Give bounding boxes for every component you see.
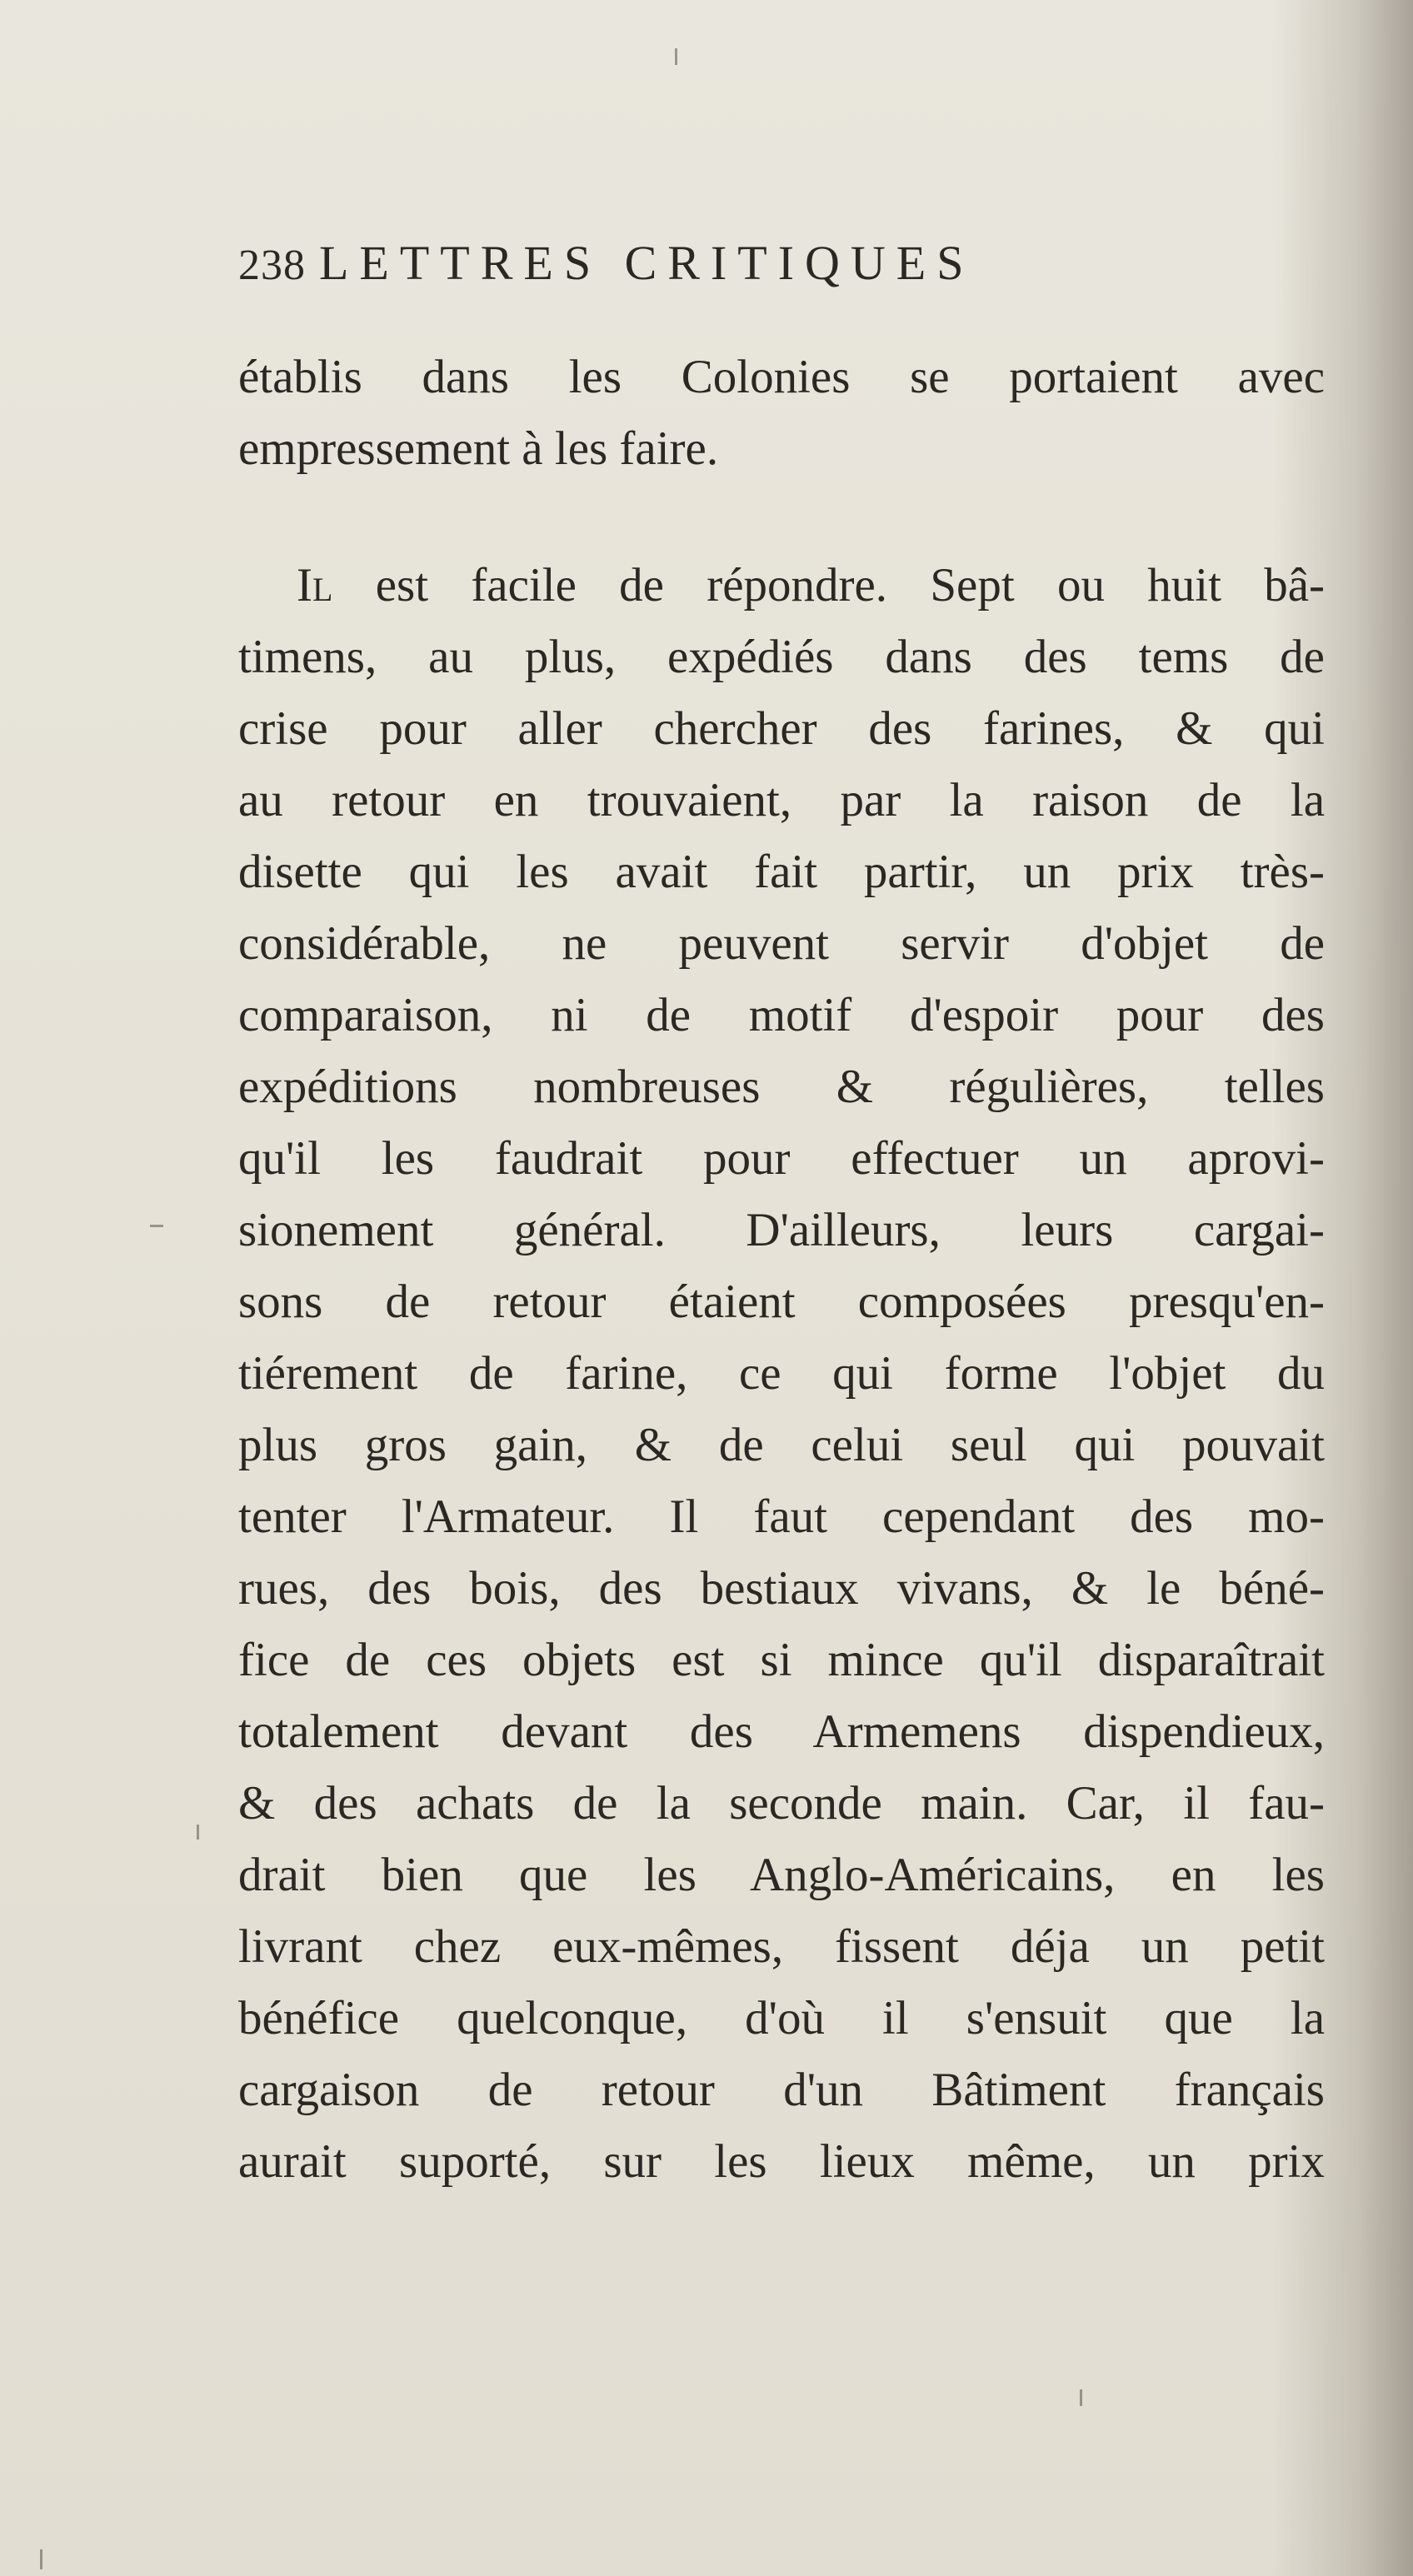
text-line: rues, des bois, des bestiaux vivans, & le béné- bbox=[238, 1562, 1325, 1615]
text-line: au retour en trouvaient, par la raison de la bbox=[238, 774, 1325, 826]
text-line: établis dans les Colonies se portaient avec bbox=[238, 351, 1325, 403]
paragraph-lead-word: Il bbox=[297, 559, 333, 612]
text-line: empressement à les faire. bbox=[238, 422, 719, 475]
text-line: drait bien que les Anglo-Américains, en les bbox=[238, 1849, 1325, 1901]
text-line bbox=[297, 550, 1325, 622]
paper-mark bbox=[197, 1825, 199, 1840]
text-line: disette qui les avait fait partir, un prix très- bbox=[238, 846, 1325, 898]
text-line: timens, au plus, expédiés dans des tems de bbox=[238, 631, 1325, 683]
text-line: bénéfice quelconque, d'où il s'ensuit que la bbox=[238, 1992, 1325, 2044]
text-line: tiérement de farine, ce qui forme l'objet du bbox=[238, 1347, 1325, 1400]
text-line: crise pour aller chercher des farines, & qui bbox=[238, 702, 1325, 755]
running-header bbox=[238, 235, 974, 302]
text-line: plus gros gain, & de celui seul qui pouvait bbox=[238, 1419, 1325, 1471]
page-number: 238 bbox=[238, 242, 306, 289]
text-line: considérable, ne peuvent servir d'objet de bbox=[238, 917, 1325, 970]
paper-mark bbox=[1080, 2389, 1082, 2406]
text-line: fice de ces objets est si mince qu'il disparaîtrait bbox=[238, 1634, 1325, 1686]
text-line: expéditions nombreuses & régulières, telles bbox=[238, 1061, 1325, 1113]
text-line: cargaison de retour d'un Bâtiment français bbox=[238, 2064, 1325, 2116]
text-line: & des achats de la seconde main. Car, il fau- bbox=[238, 1777, 1325, 1830]
paper-mark bbox=[675, 48, 677, 65]
running-title: LETTRES CRITIQUES bbox=[319, 236, 975, 290]
text-line: sons de retour étaient composées presqu'en- bbox=[238, 1276, 1325, 1328]
text-line-rest: est facile de répondre. Sept ou huit bâ- bbox=[332, 559, 1325, 612]
text-line: qu'il les faudrait pour effectuer un aprovi- bbox=[238, 1132, 1325, 1185]
paper-mark bbox=[150, 1225, 163, 1227]
text-line: totalement devant des Armemens dispendieux, bbox=[238, 1705, 1325, 1758]
text-line: sionement général. D'ailleurs, leurs cargai- bbox=[238, 1204, 1325, 1256]
paper-mark bbox=[40, 2549, 42, 2569]
text-line: aurait suporté, sur les lieux même, un prix bbox=[238, 2135, 1325, 2188]
text-line: comparaison, ni de motif d'espoir pour des bbox=[238, 989, 1325, 1041]
text-line: tenter l'Armateur. Il faut cependant des mo- bbox=[238, 1490, 1325, 1543]
text-line: livrant chez eux-mêmes, fissent déja un petit bbox=[238, 1920, 1325, 1973]
